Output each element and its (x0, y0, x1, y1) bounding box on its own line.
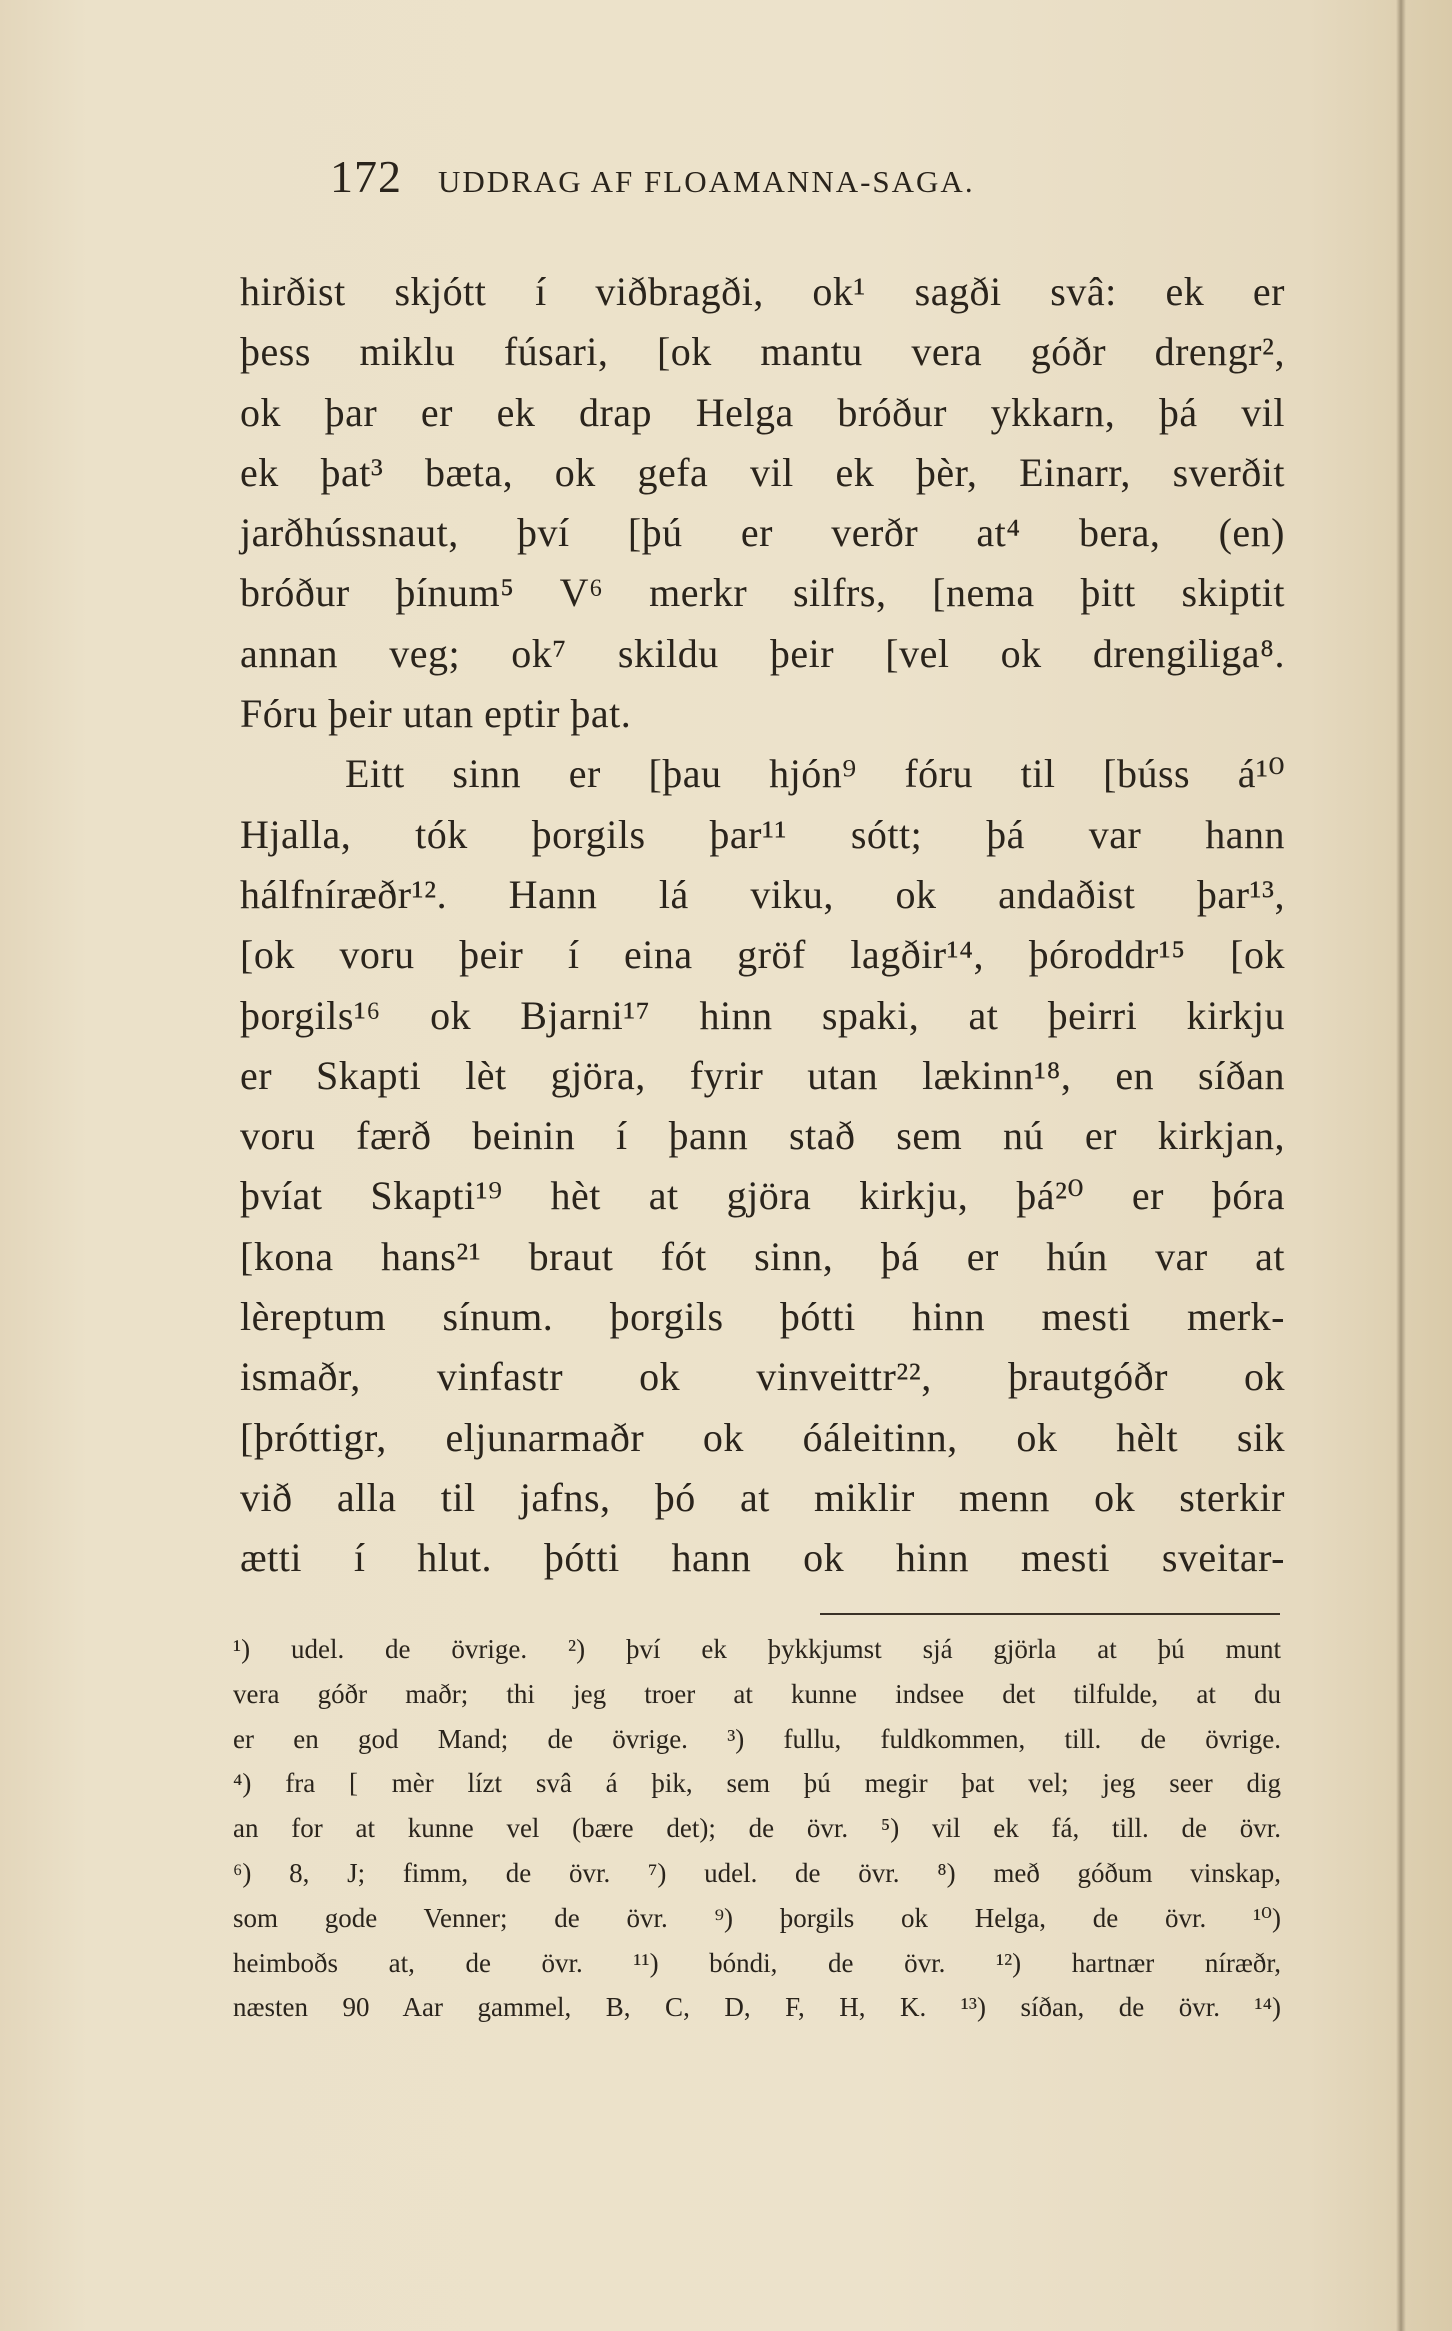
footnote-rule (820, 1613, 1280, 1615)
footnote-line: ⁴) fra [ mèr lízt svâ á þik, sem þú megir þat vel; jeg seer dig (233, 1768, 1281, 1799)
text-line: voru færð beinin í þann stað sem nú er kirkjan, (240, 1113, 1285, 1159)
page-gutter-shadow (1396, 0, 1406, 2331)
text-line: við alla til jafns, þó at miklir menn ok sterkir (240, 1474, 1285, 1520)
footnote-line: vera góðr maðr; thi jeg troer at kunne indsee det tilfulde, at du (233, 1678, 1281, 1709)
text-line: [kona hans²¹ braut fót sinn, þá er hún var at (240, 1233, 1285, 1279)
text-line: Hjalla, tók þorgils þar¹¹ sótt; þá var hann (240, 811, 1285, 857)
body-text (240, 262, 1285, 1589)
text-line: er Skapti lèt gjöra, fyrir utan lækinn¹⁸, en síðan (240, 1052, 1285, 1098)
footnote-line: næsten 90 Aar gammel, B, C, D, F, H, K. ¹³) síðan, de övr. ¹⁴) (233, 1992, 1281, 2023)
text-line: lèreptum sínum. þorgils þótti hinn mesti merk- (240, 1294, 1285, 1340)
text-line: þess miklu fúsari, [ok mantu vera góðr drengr², (240, 329, 1285, 375)
text-line: ismaðr, vinfastr ok vinveittr²², þrautgóðr ok (240, 1354, 1285, 1400)
text-line: Eitt sinn er [þau hjón⁹ fóru til [búss á¹⁰ (345, 751, 1285, 797)
footnote-line: an for at kunne vel (bære det); de övr. ⁵) vil ek fá, till. de övr. (233, 1813, 1281, 1844)
text-line: þvíat Skapti¹⁹ hèt at gjöra kirkju, þá²⁰ er þóra (240, 1173, 1285, 1219)
text-line: [ok voru þeir í eina gröf lagðir¹⁴, þóroddr¹⁵ [ok (240, 932, 1285, 978)
text-line: ætti í hlut. þótti hann ok hinn mesti sveitar- (240, 1535, 1285, 1581)
footnote-line: heimboðs at, de övr. ¹¹) bóndi, de övr. ¹²) hartnær níræðr, (233, 1947, 1281, 1978)
text-line: hálfníræðr¹². Hann lá viku, ok andaðist þar¹³, (240, 871, 1285, 917)
text-line: ok þar er ek drap Helga bróður ykkarn, þá vil (240, 389, 1285, 435)
text-line: Fóru þeir utan eptir þat. (240, 691, 632, 737)
text-line: hirðist skjótt í viðbragði, ok¹ sagði svâ: ek er (240, 269, 1285, 314)
footnote-line: som gode Venner; de övr. ⁹) þorgils ok Helga, de övr. ¹⁰) (233, 1902, 1281, 1933)
text-line: ek þat³ bæta, ok gefa vil ek þèr, Einarr, sverðit (240, 449, 1285, 495)
text-line: [þróttigr, eljunarmaðr ok óáleitinn, ok hèlt sik (240, 1414, 1285, 1460)
text-line: annan veg; ok⁷ skildu þeir [vel ok drengiliga⁸. (240, 630, 1285, 676)
footnote-line: ¹) udel. de övrige. ²) því ek þykkjumst sjá gjörla at þú munt (233, 1634, 1281, 1664)
footnotes (233, 1627, 1281, 2030)
running-head: UDDRAG AF FLOAMANNA-SAGA. (438, 164, 975, 199)
footnote-line: ⁶) 8, J; fimm, de övr. ⁷) udel. de övr. ⁸) með góðum vinskap, (233, 1857, 1281, 1888)
footnote-line: er en god Mand; de övrige. ³) fullu, fuldkommen, till. de övrige. (233, 1723, 1281, 1754)
page-header (330, 150, 975, 210)
text-line: jarðhússnaut, því [þú er verðr at⁴ bera, (en) (240, 510, 1285, 556)
text-line: bróður þínum⁵ V⁶ merkr silfrs, [nema þitt skiptit (240, 570, 1285, 616)
text-line: þorgils¹⁶ ok Bjarni¹⁷ hinn spaki, at þeirri kirkju (240, 992, 1285, 1038)
page-number: 172 (330, 151, 402, 202)
